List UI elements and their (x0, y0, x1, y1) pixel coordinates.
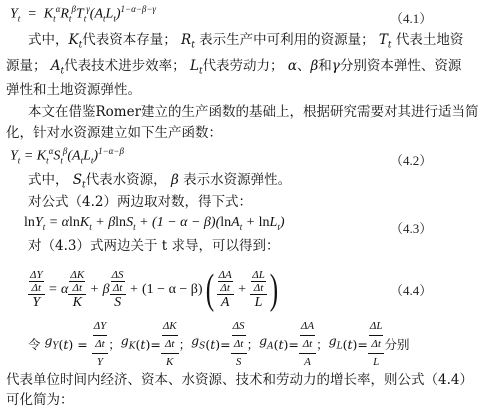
paragraph-line: 可化简为： (6, 392, 74, 408)
paragraph-line: 式中，$K_t$代表资本存量； $R_t$ 表示生产中可利用的资源量； $T_t$ 代表土地资 (28, 32, 464, 51)
equation-number-4-3: （4.3） (390, 221, 433, 236)
equation-number-4-4: （4.4） (390, 283, 433, 298)
paragraph-line: 式中， $S_t$代表水资源， β 表示水资源弹性。 (28, 172, 292, 191)
definitions-tail: 分别 (384, 336, 410, 352)
definitions-line: 令 $g_Y$ ( t ) = $\frac{\frac{\Delta Y}{\Delta t}}{Y}$ ； $g_K$ ( t )= $\frac{\frac{\Delta K}{\Delta t}}{K}$ ； $g_S$ ( t )= $\frac{\frac{\Delta S}{\Delta t}}{S}$ ； $g_A$ ( t )= $\frac{\frac{\Delta A}{\Delta t}}{A}$ ； $g_L$ ( t )= $\frac{\frac{\Delta L}{\Delta t}}{L}$ 分别 (28, 319, 410, 368)
paragraph-line: 源量； $A_t$代表技术进步效率； $L_t$代表劳动力； α、β和γ分别资本弹性、资源 (6, 58, 462, 77)
paragraph-line: 对公式（4.2）两边取对数，得下式： (28, 194, 252, 210)
equation-4-4: $\frac{\frac{\Delta Y}{\Delta t}}{Y}$ = α $\frac{\frac{\Delta K}{\Delta t}}{K}$ + β $\frac{\frac{\Delta S}{\Delta t}}{S}$ + (1 − α − β) ( $\frac{\frac{\Delta A}{\Delta t}}{A}$ + $\frac{\frac{\Delta L}{\Delta t}}{L}$ ) (30, 267, 279, 313)
paragraph-line: 对（4.3）式两边关于 t 求导，可以得到： (28, 238, 280, 254)
paragraph-line: 本文在借鉴Romer建立的生产函数的基础上，根据研究需要对其进行适当简 (28, 104, 479, 120)
paragraph-line: 化，针对水资源建立如下生产函数： (6, 125, 222, 141)
paragraph-line: 弹性和土地资源弹性。 (6, 82, 141, 98)
equation-number-4-1: （4.1） (390, 11, 433, 26)
equation-number-4-2: （4.2） (390, 153, 433, 168)
equation-4-2: $Y_t = K_t^\alpha S_t^\beta(A_tL_t)^{1-\alpha-\beta}$ (10, 146, 124, 166)
paragraph-line: 代表单位时间内经济、资本、水资源、技术和劳动力的增长率，则公式（4.4） (6, 372, 473, 388)
equation-4-1: $Y_t = K_t^\alpha R_t^\beta T_t^\gamma(A_tL_t)^{1-\alpha-\beta-\gamma}$ (10, 4, 156, 24)
equation-4-3: lnY$_t$ = αlnK$_t$ + βlnS$_t$ + (1 − α − β)(lnA$_t$ + lnL$_t$) (24, 215, 285, 232)
